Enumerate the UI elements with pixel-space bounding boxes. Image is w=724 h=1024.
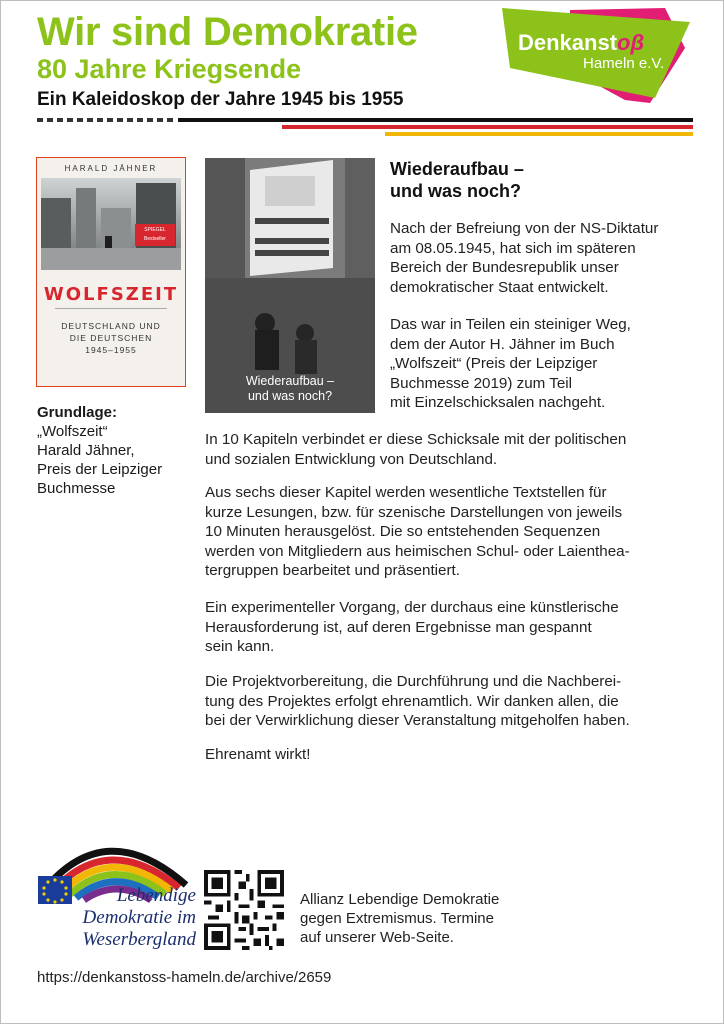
text-line: Die Projektvorbereitung, die Durchführung und die Nachberei- xyxy=(205,673,622,690)
book-caption xyxy=(37,403,187,498)
text-line: am 08.05.1945, hat sich im späteren xyxy=(390,239,636,257)
article-paragraph-5 xyxy=(205,598,619,657)
text-line: 10 Minuten herausgelöst. Die so entstehenden Sequenzen xyxy=(205,523,601,540)
photo-caption xyxy=(205,374,375,404)
gold-stripe xyxy=(385,132,693,136)
text-line: gegen Extremismus. Termine xyxy=(300,910,494,927)
text-line: „Wolfszeit“ (Preis der Leipziger xyxy=(390,355,598,372)
text-line: Allianz Lebendige Demokratie xyxy=(300,891,500,908)
text-line: tung des Projektes erfolgt ehrenamtlich. Wir danken allen, die xyxy=(205,692,619,710)
text-line: In 10 Kapiteln verbindet er diese Schicksale mit der politischen xyxy=(205,431,627,448)
logo-text-line: Lebendige xyxy=(116,885,196,906)
caption-line: Harald Jähner, xyxy=(37,442,135,459)
book-subtitle: DEUTSCHLAND UND DIE DEUTSCHEN 1945–1955 xyxy=(61,321,161,355)
article-paragraph-3 xyxy=(205,430,626,469)
text-line: werden von Mitgliedern aus heimischen Schul- oder Laienthea- xyxy=(205,542,630,560)
text-line: dem der Autor H. Jähner im Buch xyxy=(390,335,615,353)
dashed-line xyxy=(37,118,173,122)
caption-line: Preis der Leipziger xyxy=(37,461,163,478)
article-heading-line: und was noch? xyxy=(390,181,522,201)
text-line: bei der Verwirklichung dieser Veranstaltung mitgeholfen haben. xyxy=(205,712,630,729)
book-author: HARALD JÄHNER xyxy=(64,164,158,173)
text-line: demokratischer Staat entwickelt. xyxy=(390,278,609,296)
black-stripe xyxy=(178,118,693,122)
logo-subname: Hameln e.V. xyxy=(583,55,665,72)
logo-name: Denkanstoβ xyxy=(518,30,645,55)
red-stripe xyxy=(282,125,693,129)
text-line: Buchmesse 2019) zum Teil xyxy=(390,374,573,392)
text-line: mit Einzelschicksalen nachgeht. xyxy=(390,394,606,411)
caption-line: Buchmesse xyxy=(37,480,116,497)
text-line: tergruppen bearbeitet und präsentiert. xyxy=(205,562,460,579)
text-line: sein kann. xyxy=(205,638,275,655)
text-line: und sozialen Entwicklung von Deutschland. xyxy=(205,450,498,468)
lebendige-demokratie-text xyxy=(38,885,196,951)
text-line: auf unserer Web-Seite. xyxy=(300,929,454,946)
bestseller-badge: SPIEGEL Bestseller xyxy=(135,224,175,246)
page-subtitle: 80 Jahre Kriegsende xyxy=(37,54,302,84)
book-cover xyxy=(36,157,186,387)
article-paragraph-7 xyxy=(205,745,311,765)
text-line: Herausforderung ist, auf deren Ergebnisse man gespannt xyxy=(205,618,592,636)
photo-caption-line: Wiederaufbau – xyxy=(245,374,335,388)
article-paragraph-1 xyxy=(390,219,658,297)
text-line: Nach der Befreiung von der NS-Diktatur xyxy=(390,220,659,237)
text-line: Aus sechs dieser Kapitel werden wesentliche Textstellen für xyxy=(205,484,607,501)
page-title: Wir sind Demokratie xyxy=(37,10,418,54)
text-line: Ehrenamt wirkt! xyxy=(205,746,311,763)
article-heading xyxy=(390,158,524,202)
caption-heading: Grundlage: xyxy=(37,404,118,421)
logo-text-line: Weserbergland xyxy=(82,929,196,950)
logo-text-line: Demokratie im xyxy=(82,907,196,928)
reconstruction-photo xyxy=(205,158,375,413)
source-url[interactable]: https://denkanstoss-hameln.de/archive/2659 xyxy=(37,969,332,986)
article-paragraph-6 xyxy=(205,672,630,731)
page-tagline: Ein Kaleidoskop der Jahre 1945 bis 1955 xyxy=(37,89,404,110)
photo-caption-line: und was noch? xyxy=(247,389,333,403)
text-line: Das war in Teilen ein steiniger Weg, xyxy=(390,316,631,333)
book-title: WOLFSZEIT xyxy=(43,284,179,305)
article-paragraph-4 xyxy=(205,483,630,581)
qr-code-icon xyxy=(204,870,284,950)
allianz-text xyxy=(300,890,499,947)
article-paragraph-2 xyxy=(390,315,631,413)
caption-line: „Wolfszeit“ xyxy=(37,423,108,440)
text-line: Ein experimenteller Vorgang, der durchaus eine künstlerische xyxy=(205,599,619,616)
text-line: Bereich der Bundesrepublik unser xyxy=(390,259,619,276)
article-heading-line: Wiederaufbau – xyxy=(390,159,524,179)
book-divider xyxy=(55,308,167,309)
text-line: kurze Lesungen, bzw. für szenische Darstellungen von jeweils xyxy=(205,503,623,521)
